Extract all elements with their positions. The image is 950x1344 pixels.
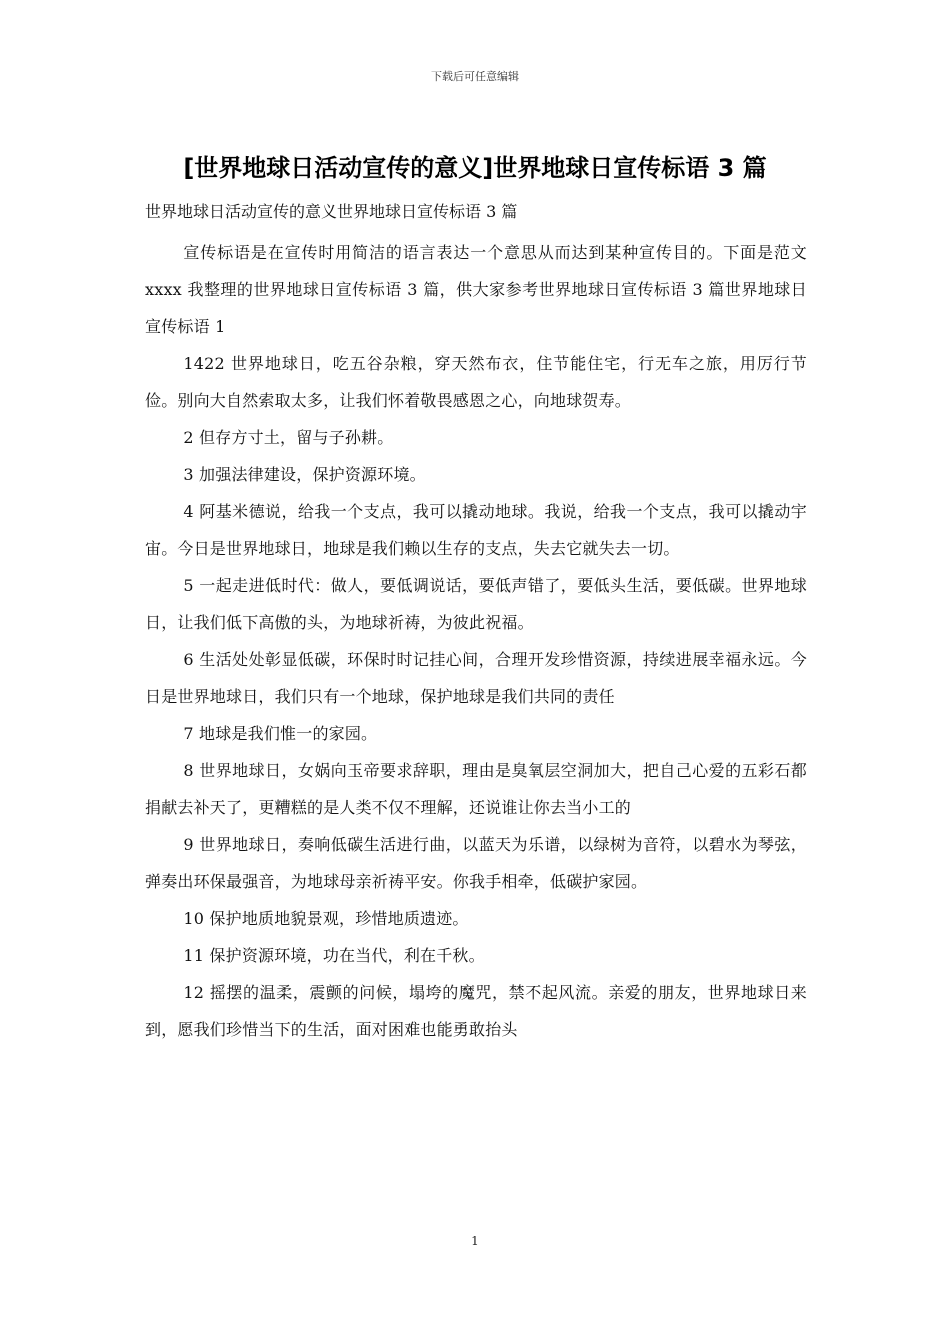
paragraph-slogan-11: 11 保护资源环境，功在当代，利在千秋。 <box>183 946 485 965</box>
document-title: [世界地球日活动宣传的意义]世界地球日宣传标语 3 篇 <box>183 154 767 182</box>
page-number: 1 <box>471 1234 479 1248</box>
paragraph-slogan-8: 8 世界地球日，女娲向玉帝要求辞职，理由是臭氧层空洞加大，把自己心爱的五彩石都捐献去补天了，更糟糕的是人类不仅不理解，还说谁让你去当小工的 <box>145 761 807 817</box>
paragraph-slogan-6: 6 生活处处彰显低碳，环保时时记挂心间，合理开发珍惜资源，持续进展幸福永远。今日是世界地球日，我们只有一个地球，保护地球是我们共同的责任 <box>145 650 807 706</box>
paragraph-intro: 宣传标语是在宣传时用简洁的语言表达一个意思从而达到某种宣传目的。下面是范文 xxxx 我整理的世界地球日宣传标语 3 篇，供大家参考世界地球日宣传标语 3 篇世界地球日宣传标语 1 <box>145 243 807 336</box>
document-body <box>145 234 807 1048</box>
paragraph-slogan-9: 9 世界地球日，奏响低碳生活进行曲，以蓝天为乐谱，以绿树为音符，以碧水为琴弦，弹奏出环保最强音，为地球母亲祈祷平安。你我手相牵，低碳护家园。 <box>145 835 807 891</box>
paragraph-slogan-1: 1422 世界地球日，吃五谷杂粮，穿天然布衣，住节能住宅，行无车之旅，用厉行节俭。别向大自然索取太多，让我们怀着敬畏感恩之心，向地球贺寿。 <box>145 354 807 410</box>
paragraph-slogan-3: 3 加强法律建设，保护资源环境。 <box>183 465 426 484</box>
paragraph-slogan-5: 5 一起走进低时代：做人，要低调说话，要低声错了，要低头生活，要低碳。世界地球日，让我们低下高傲的头，为地球祈祷，为彼此祝福。 <box>145 576 807 632</box>
paragraph-slogan-7: 7 地球是我们惟一的家园。 <box>183 724 378 743</box>
document-subtitle: 世界地球日活动宣传的意义世界地球日宣传标语 3 篇 <box>145 202 518 221</box>
paragraph-slogan-10: 10 保护地质地貌景观，珍惜地质遗迹。 <box>183 909 469 928</box>
paragraph-slogan-12: 12 摇摆的温柔，震颤的问候，塌垮的魔咒，禁不起风流。亲爱的朋友，世界地球日来到，愿我们珍惜当下的生活，面对困难也能勇敢抬头 <box>145 983 807 1039</box>
paragraph-slogan-4: 4 阿基米德说，给我一个支点，我可以撬动地球。我说，给我一个支点，我可以撬动宇宙。今日是世界地球日，地球是我们赖以生存的支点，失去它就失去一切。 <box>145 502 807 558</box>
paragraph-slogan-2: 2 但存方寸土，留与子孙耕。 <box>183 428 394 447</box>
page-header: 下载后可任意编辑 <box>431 70 519 83</box>
